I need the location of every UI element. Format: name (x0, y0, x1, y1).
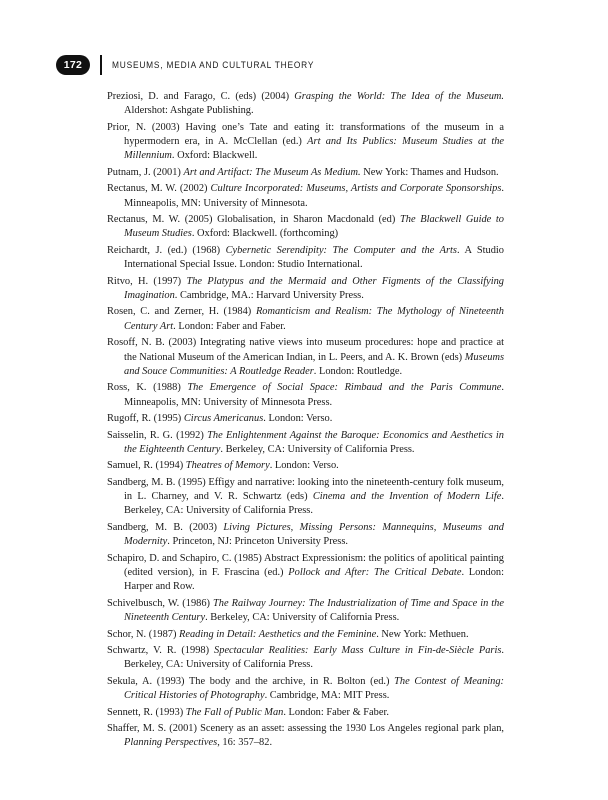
reference-text: Ross, K. (1988) (107, 382, 188, 394)
reference-title: The Fall of Public Man (185, 706, 284, 718)
reference-entry (107, 628, 504, 642)
reference-title: Art and Its Publics: Museum Studies at the Millennium (124, 136, 505, 162)
reference-text: Rectanus, M. W. (2002) (107, 183, 211, 195)
reference-title: Living Pictures, Missing Persons: Mannequins, Museums and Modernity (124, 521, 504, 548)
reference-text: . New York: Methuen. (376, 628, 469, 640)
reference-title: Grasping the World: The Idea of the Museum. (294, 91, 504, 102)
reference-entry (107, 166, 504, 180)
reference-text: Sennett, R. (1993) (107, 706, 186, 718)
reference-title: Reading in Detail: Aesthetics and the Feminine (179, 628, 377, 640)
reference-list (107, 90, 504, 753)
reference-text: Schivelbusch, W. (1986) (107, 597, 213, 609)
reference-text: . Cambridge, MA: MIT Press. (264, 690, 390, 702)
reference-title: The Emergence of Social Space: Rimbaud and the Paris Commune (187, 382, 502, 394)
reference-title: Romanticism and Realism: The Mythology of Nineteenth Century Art (124, 306, 504, 332)
reference-entry (107, 244, 504, 273)
running-title: MUSEUMS, MEDIA AND CULTURAL THEORY (112, 59, 315, 71)
reference-text: . London: Harper and Row. (124, 567, 505, 593)
reference-title: The Platypus and the Mermaid and Other Figments of the Classifying Imagination (124, 275, 504, 301)
reference-text: , 16: 357–82. (217, 737, 273, 749)
reference-text: Rectanus, M. W. (2005) Globalisation, in Sharon Macdonald (ed) (107, 214, 400, 226)
reference-text: . London: Verso. (263, 413, 333, 425)
reference-text: . London: Faber and Faber. (173, 320, 286, 332)
reference-entry (107, 381, 504, 410)
reference-entry (107, 429, 504, 458)
reference-text: Prior, N. (2003) Having one’s Tate and eating it: transformations of the museum in a hypermodern era, in A. McClellan (ed.) (107, 121, 504, 148)
reference-text: New York: Thames and Hudson. (360, 166, 499, 178)
reference-entry (107, 305, 504, 334)
reference-text: . Minneapolis, MN: University of Minnesota. (124, 183, 504, 209)
reference-text: Reichardt, J. (ed.) (1968) (107, 244, 226, 256)
reference-entry (107, 644, 504, 673)
page-number-badge: 172 (56, 55, 90, 75)
reference-text: Sandberg, M. B. (2003) (107, 521, 224, 533)
reference-text: Shaffer, M. S. (2001) Scenery as an asset: assessing the 1930 Los Angeles regional park plan, (107, 723, 504, 735)
reference-title: Culture Incorporated: Museums, Artists and Corporate Sponsorships (210, 183, 502, 195)
reference-text: . Berkeley, CA: University of California Press. (124, 645, 505, 671)
reference-entry (107, 597, 504, 626)
reference-entry (107, 552, 504, 595)
reference-text: . Oxford: Blackwell. (forthcoming) (191, 228, 339, 240)
reference-title: Spectacular Realities: Early Mass Culture in Fin-de-Siècle Paris (214, 645, 502, 657)
reference-text: Putnam, J. (2001) (107, 166, 184, 178)
reference-entry (107, 706, 504, 720)
reference-title: Planning Perspectives (124, 737, 218, 749)
reference-text: . A Studio International Special Issue. London: Studio International. (124, 244, 504, 271)
reference-entry (107, 90, 504, 119)
reference-entry (107, 459, 504, 473)
reference-title: The Enlightenment Against the Baroque: Economics and Aesthetics in the Eighteenth Century (124, 429, 505, 455)
reference-entry (107, 476, 504, 519)
reference-text: Preziosi, D. and Farago, C. (eds) (2004) (107, 91, 295, 102)
reference-entry (107, 722, 504, 751)
reference-title: Cinema and the Invention of Modern Life (312, 491, 502, 503)
reference-title: The Blackwell Guide to Museum Studies (124, 214, 505, 240)
reference-text: . Princeton, NJ: Princeton University Press. (167, 536, 348, 548)
reference-text: . London: Routledge. (313, 365, 403, 377)
reference-text: Schwartz, V. R. (1998) (107, 645, 215, 657)
reference-title: Cybernetic Serendipity: The Computer and the Arts (225, 244, 457, 256)
reference-text: . Berkeley, CA: University of California Press. (124, 491, 504, 517)
reference-title: The Railway Journey: The Industrialization of Time and Space in the Nineteenth Century (124, 597, 504, 624)
reference-entry (107, 213, 504, 242)
reference-title: Pollock and After: The Critical Debate (288, 567, 462, 579)
reference-entry (107, 412, 504, 426)
reference-text: . Berkeley, CA: University of California Press. (220, 443, 415, 455)
reference-entry (107, 521, 504, 550)
reference-text: . Minneapolis, MN: University of Minnesota Press. (124, 382, 504, 408)
reference-title: Art and Artifact: The Museum As Medium. (183, 166, 361, 178)
reference-text: . Cambridge, MA.: Harvard University Press. (174, 289, 364, 301)
reference-text: . London: Faber & Faber. (283, 706, 389, 718)
reference-text: . Berkeley, CA: University of California Press. (205, 612, 400, 624)
reference-text: . London: Verso. (269, 460, 339, 472)
reference-text: Samuel, R. (1994) (107, 460, 186, 472)
reference-entry (107, 336, 504, 379)
reference-entry (107, 675, 504, 704)
reference-text: Rugoff, R. (1995) (107, 413, 184, 425)
reference-entry (107, 275, 504, 304)
reference-title: Theatres of Memory (185, 460, 270, 472)
reference-title: Circus Americanus (183, 413, 264, 425)
reference-text: Sandberg, M. B. (1995) Effigy and narrative: looking into the nineteenth-century folk museum, in L. Charney, and V. R. Schwartz (eds) (107, 476, 504, 503)
reference-text: Schapiro, D. and Schapiro, C. (1985) Abstract Expressionism: the politics of apolitical painting (edited version), in F. Frascina (ed.) (107, 552, 504, 579)
reference-entry (107, 121, 504, 164)
reference-entry (107, 182, 504, 211)
header-divider (100, 55, 102, 75)
page-header (56, 52, 556, 78)
reference-text: Rosoff, N. B. (2003) Integrating native views into museum procedures: hope and practice at the National Museum of the American Indian, in L. Peers, and A. K. Brown (eds) (107, 337, 504, 363)
reference-text: Rosen, C. and Zerner, H. (1984) (107, 306, 256, 318)
reference-title: Museums and Souce Communities: A Routledge Reader (124, 351, 504, 377)
reference-text: Sekula, A. (1993) The body and the archive, in R. Bolton (ed.) (107, 675, 395, 687)
reference-text: Saisselin, R. G. (1992) (107, 429, 208, 441)
reference-text: . Oxford: Blackwell. (171, 150, 258, 162)
reference-title: The Contest of Meaning: Critical Histories of Photography (124, 675, 505, 702)
reference-text: Aldershot: Ashgate Publishing. (124, 105, 254, 117)
reference-text: Ritvo, H. (1997) (107, 275, 187, 287)
reference-text: Schor, N. (1987) (107, 628, 180, 640)
